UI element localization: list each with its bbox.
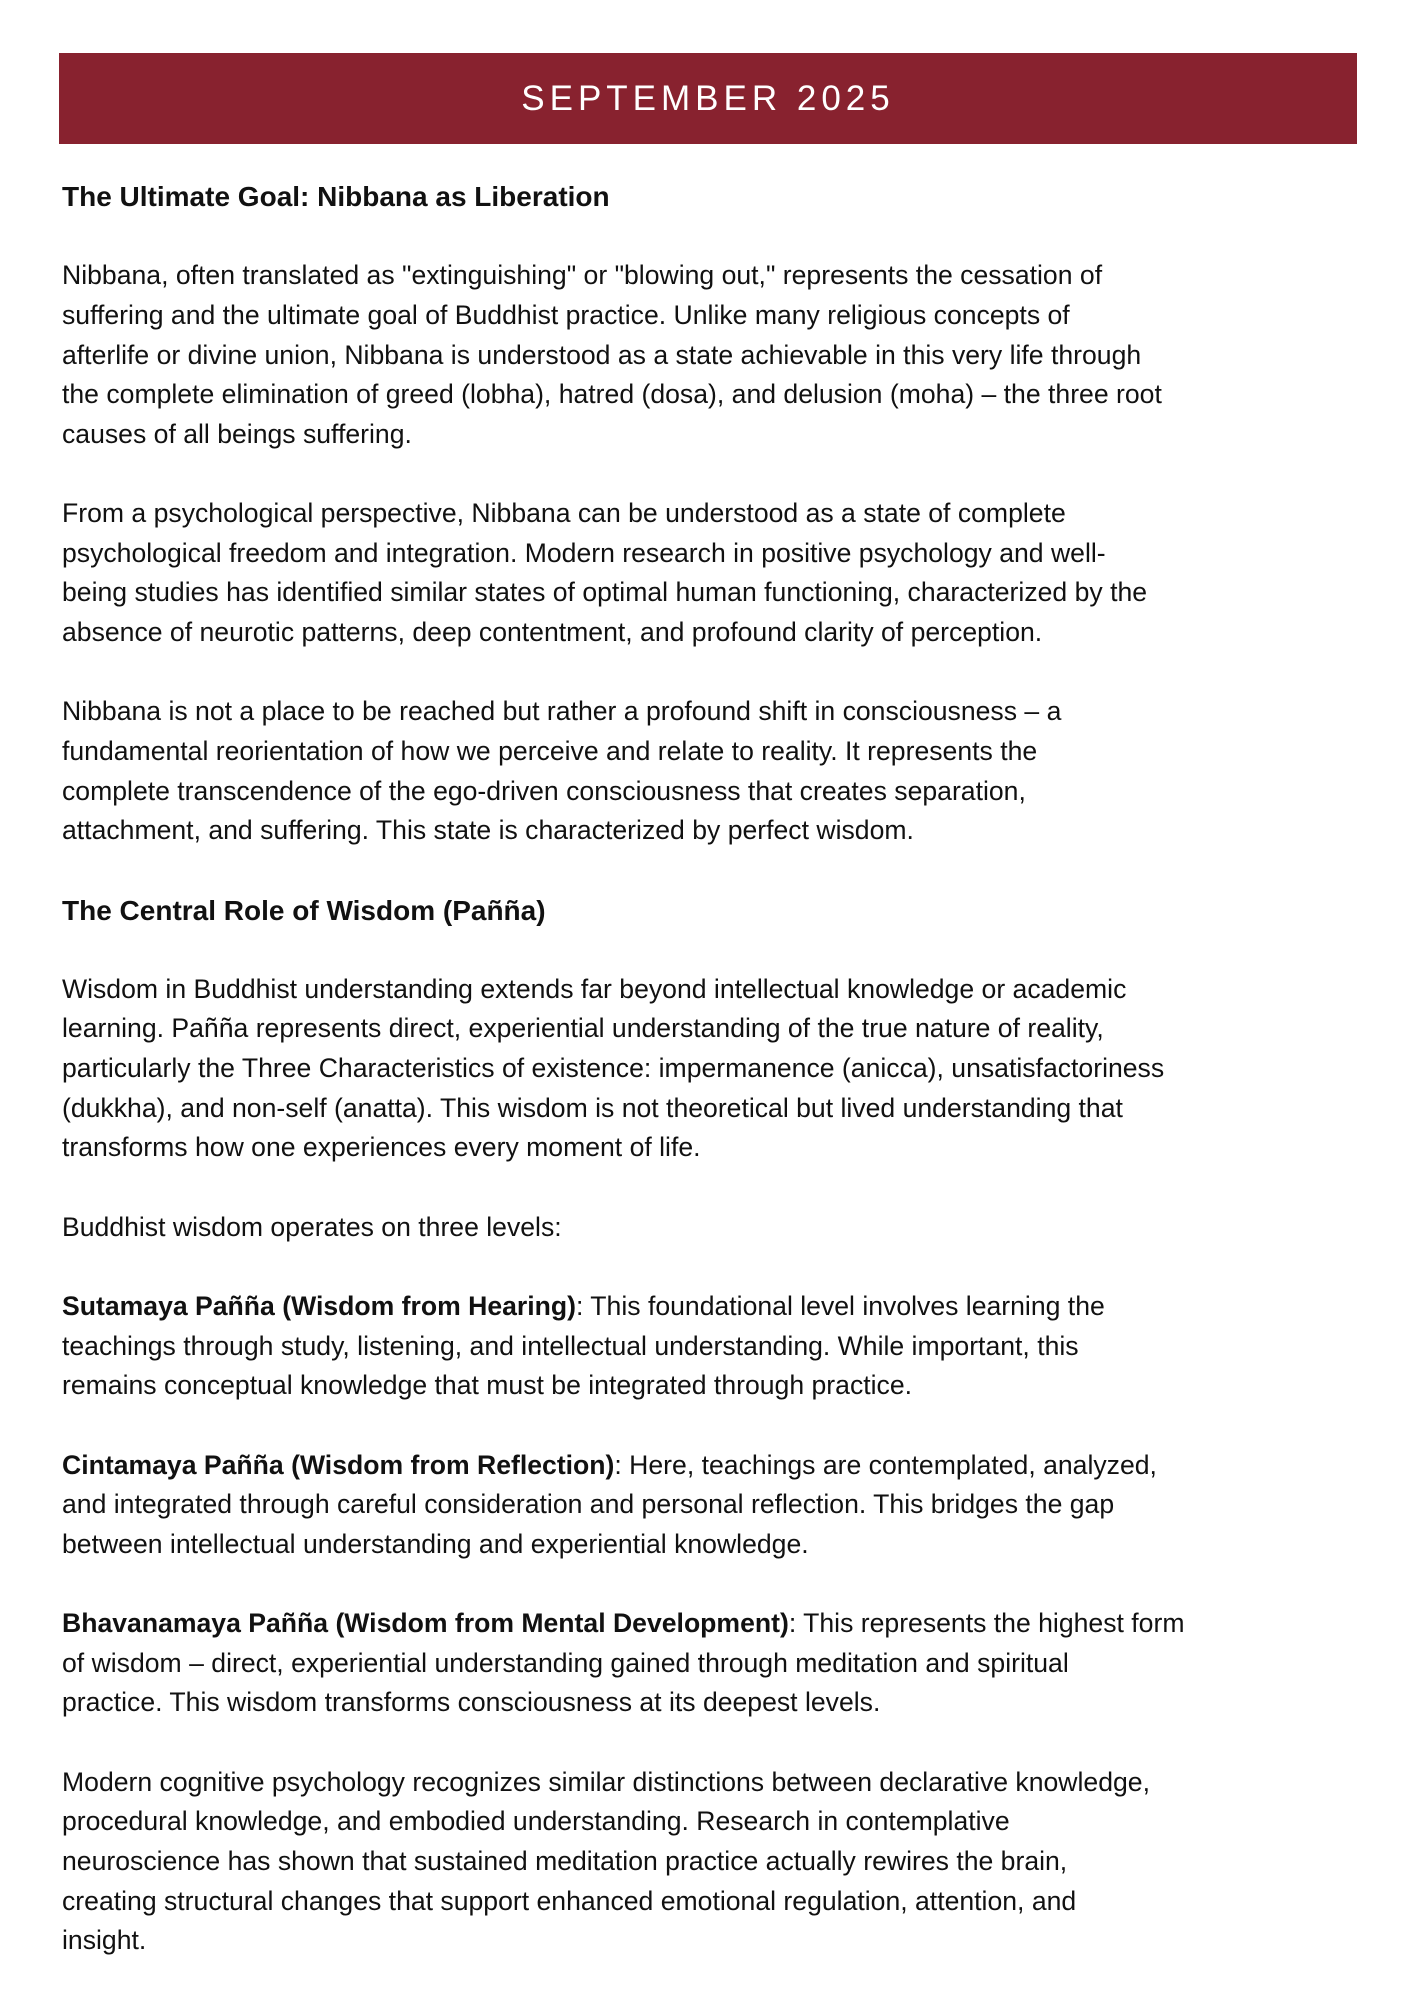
term-label: Cintamaya Pañña (Wisdom from Reflection) (62, 1449, 615, 1480)
paragraph-line (62, 1842, 1382, 1882)
paragraph-line (62, 811, 1382, 851)
line-text: teachings through study, listening, and intellectual understanding. While important, this (62, 1330, 1079, 1361)
paragraph (62, 1446, 1382, 1565)
line-text: Nibbana, often translated as "extinguishing" or "blowing out," represents the cessation of (62, 260, 1103, 291)
line-text: complete transcendence of the ego-driven consciousness that creates separation, (62, 775, 1026, 806)
line-text: From a psychological perspective, Nibbana can be understood as a state of complete (62, 498, 1066, 529)
spacer (62, 454, 1382, 494)
line-text: afterlife or divine union, Nibbana is understood as a state achievable in this very life through (62, 339, 1142, 370)
line-text: being studies has identified similar states of optimal human functioning, characterized by the (62, 577, 1148, 608)
line-text: of wisdom – direct, experiential understanding gained through meditation and spiritual (62, 1647, 1069, 1678)
spacer (62, 1564, 1382, 1604)
spacer (62, 930, 1382, 970)
line-text: fundamental reorientation of how we perceive and relate to reality. It represents the (62, 735, 1038, 766)
line-text: transforms how one experiences every moment of life. (62, 1132, 701, 1163)
article-body (62, 177, 1382, 1961)
paragraph-line (62, 534, 1382, 574)
spacer (62, 851, 1382, 891)
line-text: Buddhist wisdom operates on three levels: (62, 1211, 562, 1242)
spacer (62, 653, 1382, 693)
paragraph-line (62, 1128, 1382, 1168)
line-text: (dukkha), and non-self (anatta). This wisdom is not theoretical but lived understanding that (62, 1092, 1123, 1123)
paragraph-line (62, 1287, 1382, 1327)
spacer (62, 1247, 1382, 1287)
paragraph-line (62, 732, 1382, 772)
paragraph (62, 692, 1382, 851)
spacer (62, 1723, 1382, 1763)
paragraph-line (62, 1921, 1382, 1961)
paragraph-line (62, 1604, 1382, 1644)
paragraph-line (62, 1208, 1382, 1248)
paragraph (62, 256, 1382, 454)
spacer (62, 217, 1382, 257)
paragraph-line (62, 1009, 1382, 1049)
paragraph-line (62, 1882, 1382, 1922)
paragraph-line (62, 1327, 1382, 1367)
line-text: insight. (62, 1925, 147, 1956)
paragraph (62, 1763, 1382, 1961)
banner-title: SEPTEMBER 2025 (521, 78, 895, 118)
paragraph (62, 1208, 1382, 1248)
section-heading: The Central Role of Wisdom (Pañña) (62, 894, 546, 926)
line-text: Wisdom in Buddhist understanding extends far beyond intellectual knowledge or academic (62, 973, 1127, 1004)
line-text: neuroscience has shown that sustained meditation practice actually rewires the brain, (62, 1845, 1068, 1876)
term-label: Bhavanamaya Pañña (Wisdom from Mental Development) (62, 1608, 789, 1639)
spacer (62, 1168, 1382, 1208)
paragraph-line (62, 613, 1382, 653)
line-text: Modern cognitive psychology recognizes similar distinctions between declarative knowledge, (62, 1766, 1150, 1797)
line-text: creating structural changes that support enhanced emotional regulation, attention, and (62, 1885, 1077, 1916)
paragraph-line (62, 1366, 1382, 1406)
line-text: remains conceptual knowledge that must be integrated through practice. (62, 1370, 913, 1401)
line-text: between intellectual understanding and experiential knowledge. (62, 1528, 809, 1559)
spacer (62, 1406, 1382, 1446)
paragraph-line (62, 296, 1382, 336)
line-text: : Here, teachings are contemplated, analyzed, (614, 1449, 1157, 1480)
line-text: absence of neurotic patterns, deep contentment, and profound clarity of perception. (62, 617, 1043, 648)
line-text: : This foundational level involves learning the (576, 1290, 1105, 1321)
paragraph-line (62, 1049, 1382, 1089)
line-text: : This represents the highest form (788, 1608, 1185, 1639)
line-text: procedural knowledge, and embodied understanding. Research in contemplative (62, 1806, 1010, 1837)
paragraph-line (62, 1802, 1382, 1842)
paragraph-line (62, 1525, 1382, 1565)
paragraph-line (62, 1763, 1382, 1803)
line-text: Nibbana is not a place to be reached but rather a profound shift in consciousness – a (62, 696, 1062, 727)
paragraph-line (62, 336, 1382, 376)
paragraph-line (62, 573, 1382, 613)
paragraph-line (62, 1683, 1382, 1723)
paragraph-line (62, 1089, 1382, 1129)
paragraph-line (62, 494, 1382, 534)
paragraph-line (62, 692, 1382, 732)
paragraph-line (62, 970, 1382, 1010)
line-text: the complete elimination of greed (lobha), hatred (dosa), and delusion (moha) – the three root (62, 379, 1162, 410)
paragraph (62, 970, 1382, 1168)
line-text: practice. This wisdom transforms consciousness at its deepest levels. (62, 1687, 881, 1718)
line-text: suffering and the ultimate goal of Buddhist practice. Unlike many religious concepts of (62, 299, 1070, 330)
paragraph-line (62, 415, 1382, 455)
paragraph (62, 1604, 1382, 1723)
line-text: learning. Pañña represents direct, experiential understanding of the true nature of reality, (62, 1013, 1104, 1044)
line-text: particularly the Three Characteristics of existence: impermanence (anicca), unsatisfactoriness (62, 1053, 1165, 1084)
line-text: psychological freedom and integration. Modern research in positive psychology and well- (62, 537, 1106, 568)
month-banner (59, 53, 1357, 144)
line-text: and integrated through careful consideration and personal reflection. This bridges the gap (62, 1489, 1115, 1520)
paragraph-line (62, 1644, 1382, 1684)
line-text: causes of all beings suffering. (62, 418, 412, 449)
paragraph-line (62, 1446, 1382, 1486)
paragraph (62, 494, 1382, 653)
paragraph-line (62, 256, 1382, 296)
paragraph-line (62, 1485, 1382, 1525)
paragraph-line (62, 375, 1382, 415)
term-label: Sutamaya Pañña (Wisdom from Hearing) (62, 1290, 577, 1321)
paragraph-line (62, 772, 1382, 812)
section-heading: The Ultimate Goal: Nibbana as Liberation (62, 181, 610, 212)
line-text: attachment, and suffering. This state is characterized by perfect wisdom. (62, 815, 914, 846)
paragraph (62, 1287, 1382, 1406)
